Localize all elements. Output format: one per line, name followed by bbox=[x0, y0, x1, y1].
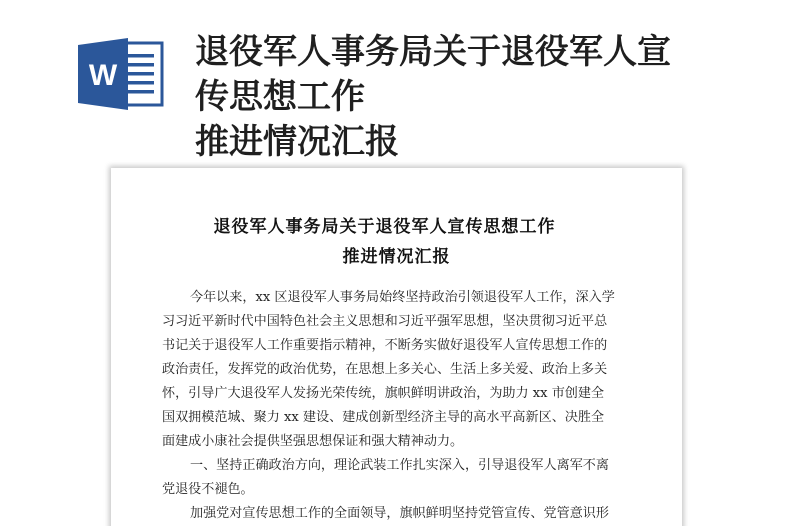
body-line: 习习近平新时代中国特色社会主义思想和习近平强军思想，坚决贯彻习近平总 bbox=[162, 314, 608, 329]
body-line: 政治责任，发挥党的政治优势，在思想上多关心、生活上多关爱、政治上多关 bbox=[162, 362, 608, 377]
body-line: 一、坚持正确政治方向，理论武装工作扎实深入，引导退役军人离军不离 bbox=[190, 458, 609, 473]
body-line: 加强党对宣传思想工作的全面领导，旗帜鲜明坚持党管宣传、党管意识形 bbox=[190, 506, 609, 521]
body-line: 书记关于退役军人工作重要指示精神，不断务实做好退役军人宣传思想工作的 bbox=[162, 338, 608, 353]
document-page-preview bbox=[111, 168, 682, 526]
body-line: 怀，引导广大退役军人发扬光荣传统，旗帜鲜明讲政治，为助力 xx 市创建全 bbox=[162, 386, 605, 401]
document-body bbox=[162, 286, 623, 526]
headline-line-1: 退役军人事务局关于退役军人宣 bbox=[195, 32, 671, 72]
word-document-icon bbox=[78, 38, 164, 110]
body-line: 今年以来，xx 区退役军人事务局始终坚持政治引领退役军人工作，深入学 bbox=[190, 290, 615, 305]
document-title bbox=[111, 212, 682, 272]
headline-line-3: 推进情况汇报 bbox=[195, 122, 399, 162]
body-line: 面建成小康社会提供坚强思想保证和强大精神动力。 bbox=[162, 434, 464, 449]
body-line: 党退役不褪色。 bbox=[162, 482, 254, 497]
document-title-line-1: 退役军人事务局关于退役军人宣传思想工作 bbox=[213, 217, 556, 237]
word-icon-letter: W bbox=[88, 59, 118, 92]
body-line: 国双拥模范城、聚力 xx 建设、建成创新型经济主导的高水平高新区、决胜全 bbox=[162, 410, 605, 425]
document-title-line-2: 推进情况汇报 bbox=[342, 247, 451, 267]
headline bbox=[195, 30, 785, 165]
headline-line-2: 传思想工作 bbox=[195, 77, 365, 117]
